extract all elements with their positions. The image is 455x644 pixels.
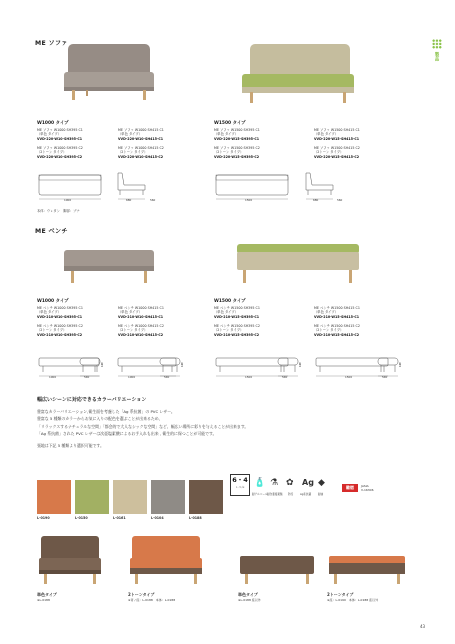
fire-standard: JASIA V-16306	[361, 484, 374, 492]
bench-w1000-entry: ME ベンチ W1000 SH415 C2 （2トーン タイプ） VVD-210-W10-SH415-C2	[118, 324, 164, 337]
sofa-w1500-photo	[238, 44, 358, 109]
side-tab-label: 製品	[434, 52, 439, 61]
sofa-w1000-type: W1000 タイプ	[37, 121, 69, 126]
bench-w1000-height: 415	[180, 362, 184, 368]
bench-w1000-entry: ME ベンチ W1000 SH395 C1 （単色 タイプ） VVD-210-W10-SH395-C1	[37, 306, 83, 319]
sofa-section-title: ME ソファ	[35, 40, 68, 47]
bench-w1500-height: 415	[298, 362, 302, 368]
example-caption: 2トーンタイプ ※座：L-0190 本体：L-0188 座以外	[327, 592, 379, 602]
sofa-w1000-entry: ME ソファ W1000 SH415 C1 （単色 タイプ） VVD-220-W10-SH415-C1	[118, 128, 164, 141]
bench-w1000-height: 415	[100, 362, 104, 368]
sofa-w1500-entry: ME ソファ W1500 SH395 C2 （2トーン タイプ） VVD-220-W15-SH395-C2	[214, 146, 260, 159]
swatch-code: L-0150	[75, 516, 88, 520]
sofa-w1000-depth: 680	[126, 198, 132, 202]
bench-w1500-entry: ME ベンチ W1500 SH395 C1 （単色 タイプ） VVD-210-W15-SH395-C1	[214, 306, 260, 319]
example-caption: 2トーンタイプ ※背 / 座：L-0188 本体：L-0188	[128, 592, 176, 602]
swatch-code: L-0188	[189, 516, 202, 520]
bench-w1500-entry: ME ベンチ W1500 SH415 C1 （単色 タイプ） VVD-210-W15-SH415-C1	[314, 306, 360, 319]
sofa-w1000-side-drawing	[112, 170, 152, 202]
sofa-w1500-plan-drawing	[214, 172, 294, 202]
bench-w1000-photo	[62, 250, 158, 290]
example-sofa-single	[37, 536, 103, 588]
grade-badge: 6・4 レベル	[230, 474, 250, 496]
bench-w1000-type: W1000 タイプ	[37, 299, 69, 304]
example-caption: 単色タイプ ※L-0188 座以外	[238, 592, 261, 602]
bench-w1000-entry: ME ベンチ W1000 SH415 C1 （単色 タイプ） VVD-210-W10-SH415-C1	[118, 306, 164, 319]
ag-icon: Ag	[302, 478, 314, 487]
sofa-w1500-entry: ME ソファ W1500 SH415 C2 （2トーン タイプ） VVD-220-W15-SH415-C2	[314, 146, 360, 159]
grid-icon	[432, 39, 442, 49]
bench-section-title: ME ベンチ	[35, 228, 68, 235]
color-section-title: 幅広いシーンに対応できるカラーバリエーション	[37, 397, 147, 403]
bench-w1500-width: 1500	[345, 375, 353, 379]
sofa-w1500-type: W1500 タイプ	[214, 121, 246, 126]
bench-w1500-width: 1500	[245, 375, 253, 379]
bench-w1500-depth: 540	[282, 375, 288, 379]
sofa-w1000-entry: ME ソファ W1000 SH395 C1 （単色 タイプ） VVD-220-W10-SH395-C1	[37, 128, 83, 141]
bench-w1000-depth: 540	[84, 375, 90, 379]
oil-icon: ◆	[318, 478, 325, 488]
alcohol-icon: 🧴	[254, 478, 266, 488]
material-note: 本体：ウレタン 脚部：ブナ	[37, 209, 80, 213]
swatch-row	[37, 480, 227, 526]
example-caption: 単色タイプ ※L-0188	[37, 592, 57, 602]
example-bench-single	[238, 552, 318, 588]
chlorine-icon: ⚗	[270, 478, 279, 488]
example-bench-twotone	[327, 552, 409, 588]
bench-w1500-entry: ME ベンチ W1500 SH395 C2 （2トーン タイプ） VVD-210-W15-SH395-C2	[214, 324, 260, 337]
swatch-l0161[interactable]	[113, 480, 147, 514]
sofa-w1500-entry: ME ソファ W1500 SH395 C1 （単色 タイプ） VVD-220-W15-SH395-C1	[214, 128, 260, 141]
stain-icon: ✿	[286, 478, 294, 488]
sofa-w1000-entry: ME ソファ W1000 SH415 C2 （2トーン タイプ） VVD-220-W10-SH415-C2	[118, 146, 164, 159]
bench-w1500-depth: 540	[382, 375, 388, 379]
bench-w1500-height: 415	[398, 362, 402, 368]
swatch-code: L-0161	[113, 516, 126, 520]
bench-w1500-entry: ME ベンチ W1500 SH415 C2 （2トーン タイプ） VVD-210-W15-SH415-C2	[314, 324, 360, 337]
bench-w1500-type: W1500 タイプ	[214, 299, 246, 304]
swatch-l0150[interactable]	[75, 480, 109, 514]
swatch-l0190[interactable]	[37, 480, 71, 514]
sofa-w1000-plan-drawing	[37, 172, 107, 202]
sofa-w1000-width: 1000	[64, 198, 72, 202]
example-sofa-twotone	[128, 536, 204, 588]
sofa-w1500-width: 1500	[245, 198, 253, 202]
fire-badge: 難燃	[342, 484, 358, 492]
page-number: 43	[420, 624, 426, 629]
sofa-w1500-depth2: 560	[337, 198, 343, 202]
swatch-l0104[interactable]	[151, 480, 185, 514]
bench-w1000-width: 1000	[49, 375, 57, 379]
color-section-body: 豊富なカラーバリエーション,衛生面を考慮した「Ag 系抗菌」の PVC レザー。 豊富な 5 種類のカラーからお気に入りの配色を選ぶことが出来るため、 「リラックスするナチュラルな空間」「都会的で大人なシックな空間」など、幅広い場所に彩りを与えることが出来ます。 「Ag 系抗菌」された PVC レザーは次亜塩素酸によるお手入れも出来 , 衛生的に保つことが可能です。	[37, 409, 249, 436]
sofa-w1500-depth: 680	[313, 198, 319, 202]
swatch-code: L-0104	[151, 516, 164, 520]
sofa-w1500-side-drawing	[300, 170, 343, 202]
bench-w1000-entry: ME ベンチ W1000 SH395 C2 （2トーン タイプ） VVD-210-W10-SH395-C2	[37, 324, 83, 337]
swatch-code: L-0190	[37, 516, 50, 520]
side-tab	[431, 39, 443, 65]
sofa-w1000-photo	[60, 44, 160, 106]
sofa-w1000-depth2: 560	[150, 198, 156, 202]
color-note: 張地は下記 5 種類より選択可能です。	[37, 443, 104, 448]
feature-icons: 🧴 ⚗ ✿ Ag ◆ 耐アルコール 耐次亜塩素酸 防汚 Ag系抗菌 耐油	[252, 478, 325, 496]
sofa-w1500-entry: ME ソファ W1500 SH415 C1 （単色 タイプ） VVD-220-W15-SH415-C1	[314, 128, 360, 141]
bench-w1000-depth: 540	[164, 375, 170, 379]
bench-w1000-width: 1000	[128, 375, 136, 379]
swatch-l0188[interactable]	[189, 480, 223, 514]
sofa-w1000-entry: ME ソファ W1000 SH395 C2 （2トーン タイプ） VVD-220-W10-SH395-C2	[37, 146, 83, 159]
bench-w1500-photo	[233, 244, 363, 290]
